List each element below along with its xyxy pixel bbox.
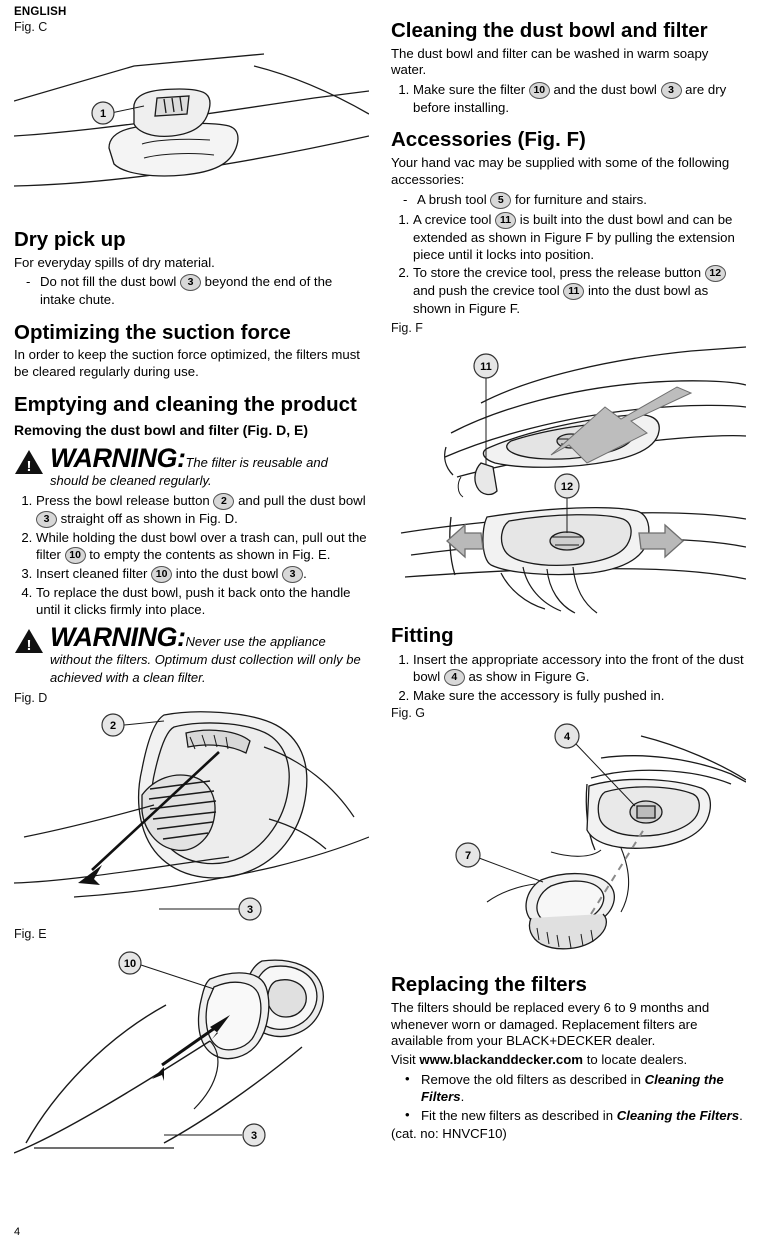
text: Insert cleaned filter bbox=[36, 565, 152, 581]
callout-10-text: 10 bbox=[123, 958, 137, 971]
list-item bbox=[413, 264, 746, 317]
warning-text: The filter is reusable and should be cleaned regularly. bbox=[50, 454, 328, 488]
text: is built into the dust bowl and can be extended as shown in Figure F by pulling the extension piece until it locks into position. bbox=[413, 211, 735, 262]
callout-11-text: 11 bbox=[480, 361, 492, 374]
figure-d-label: Fig. D bbox=[14, 691, 48, 706]
figure-e-label: Fig. E bbox=[14, 927, 47, 942]
list-item bbox=[405, 1071, 746, 1105]
warning-text: Never use the appliance without the filters. Optimum dust collection will only be achieved with a clean filter. bbox=[50, 634, 361, 686]
callout-badge: 4 bbox=[444, 669, 465, 686]
figure-g-label: Fig. G bbox=[391, 706, 426, 721]
text: as show in Figure G. bbox=[464, 668, 590, 684]
heading-replacing-filters: Replacing the filters bbox=[391, 973, 587, 997]
cross-reference: Cleaning the Filters bbox=[421, 1072, 724, 1105]
list-item bbox=[405, 1107, 746, 1124]
list-item bbox=[36, 529, 369, 564]
list-item bbox=[40, 273, 369, 308]
figure-d-drawing bbox=[14, 707, 369, 925]
callout-badge: 10 bbox=[151, 566, 172, 583]
list-item bbox=[417, 191, 746, 209]
text: into the dust bowl as shown in Figure F. bbox=[413, 283, 709, 317]
text: to locate dealers. bbox=[583, 1052, 688, 1068]
figure-g bbox=[391, 722, 746, 972]
callout-badge: 3 bbox=[36, 511, 57, 528]
page-number: 4 bbox=[14, 1226, 21, 1238]
svg-text:!: ! bbox=[26, 637, 32, 655]
callout-badge: 11 bbox=[563, 283, 584, 300]
callout-badge: 3 bbox=[661, 82, 682, 99]
text: . bbox=[739, 1107, 743, 1123]
callout-1-text: 1 bbox=[99, 108, 107, 120]
heading-emptying: Emptying and cleaning the product bbox=[14, 392, 357, 416]
list-item bbox=[413, 687, 746, 704]
figure-c-drawing bbox=[14, 36, 369, 216]
optimizing-text: In order to keep the suction force optimized, the filters must be cleared regularly during use. bbox=[14, 347, 360, 380]
website-link[interactable]: www.blackanddecker.com bbox=[419, 1052, 584, 1068]
list-item bbox=[36, 492, 369, 528]
figure-g-drawing bbox=[391, 722, 746, 972]
text: To store the crevice tool, press the release button bbox=[413, 265, 705, 281]
text: beyond the end of the intake chute. bbox=[40, 274, 333, 308]
text: Visit bbox=[391, 1052, 420, 1068]
callout-7 bbox=[456, 843, 543, 882]
text: are dry before installing. bbox=[413, 82, 727, 116]
figure-f bbox=[391, 337, 746, 617]
accessories-steps bbox=[391, 211, 746, 317]
text: for furniture and stairs. bbox=[511, 191, 647, 207]
callout-badge: 2 bbox=[213, 493, 234, 510]
text: A crevice tool bbox=[413, 211, 496, 227]
callout-badge: 10 bbox=[65, 547, 86, 564]
emptying-steps bbox=[14, 492, 369, 618]
heading-dry-pickup: Dry pick up bbox=[14, 228, 126, 251]
heading-fitting: Fitting bbox=[391, 624, 454, 648]
text: Remove the old filters as described in bbox=[421, 1072, 645, 1088]
catalog-number: (cat. no: HNVCF10) bbox=[391, 1125, 507, 1141]
figure-e bbox=[14, 943, 369, 1158]
callout-3 bbox=[159, 898, 261, 920]
heading-accessories: Accessories (Fig. F) bbox=[391, 128, 586, 152]
warning-block-1 bbox=[14, 442, 369, 490]
dry-pickup-intro: For everyday spills of dry material. bbox=[14, 254, 215, 270]
replacing-text: The filters should be replaced every 6 to 9 months and whenever worn or damaged. Replacement filters are available from your BLACK+DECKER dealer. bbox=[391, 999, 710, 1049]
list-item bbox=[36, 584, 369, 618]
figure-e-drawing bbox=[14, 943, 369, 1158]
left-column bbox=[14, 20, 369, 1158]
cleaning-text: The dust bowl and filter can be washed in warm soapy water. bbox=[391, 45, 709, 78]
warning-triangle-icon bbox=[14, 449, 44, 475]
text: to empty the contents as shown in Fig. E. bbox=[85, 546, 331, 562]
heading-optimizing: Optimizing the suction force bbox=[14, 320, 291, 344]
text: into the dust bowl bbox=[172, 565, 283, 581]
replacing-bullets bbox=[391, 1071, 746, 1123]
figure-c bbox=[14, 36, 369, 216]
warning-block-2 bbox=[14, 624, 369, 687]
warning-word: WARNING: bbox=[50, 442, 186, 473]
callout-10 bbox=[119, 952, 214, 989]
text: While holding the dust bowl over a trash can, pull out the filter bbox=[36, 529, 367, 562]
figure-d bbox=[14, 707, 369, 925]
callout-badge: 3 bbox=[282, 566, 303, 583]
text: . bbox=[303, 565, 307, 581]
callout-12-text: 12 bbox=[560, 481, 574, 494]
figure-f-label: Fig. F bbox=[391, 321, 423, 336]
callout-2-text: 2 bbox=[109, 720, 117, 733]
text: Make sure the accessory is fully pushed in. bbox=[413, 687, 665, 703]
cleaning-steps bbox=[391, 81, 746, 116]
callout-3-lower bbox=[164, 1124, 265, 1146]
accessories-intro: Your hand vac may be supplied with some of the following accessories: bbox=[391, 155, 730, 187]
figure-c-label: Fig. C bbox=[14, 20, 48, 34]
text: . bbox=[460, 1089, 465, 1105]
callout-7-text: 7 bbox=[464, 850, 472, 863]
warning-word: WARNING: bbox=[50, 622, 186, 653]
text: Do not fill the dust bowl bbox=[40, 274, 181, 290]
callout-badge: 3 bbox=[180, 274, 201, 291]
callout-4-text: 4 bbox=[563, 731, 571, 744]
text: To replace the dust bowl, push it back onto the handle until it clicks firmly into place. bbox=[36, 584, 351, 617]
heading-cleaning-bowl: Cleaning the dust bowl and filter bbox=[391, 19, 708, 42]
callout-badge: 5 bbox=[490, 192, 511, 209]
figure-f-drawing bbox=[391, 337, 746, 617]
list-item bbox=[413, 211, 746, 263]
right-column bbox=[391, 20, 746, 1145]
svg-text:!: ! bbox=[26, 457, 32, 475]
list-item bbox=[413, 651, 746, 686]
text: Insert the appropriate accessory into the front of the dust bowl bbox=[413, 651, 744, 684]
accessories-dash-list bbox=[391, 191, 746, 209]
text: Press the bowl release button bbox=[36, 492, 214, 508]
warning-triangle-icon bbox=[14, 628, 44, 654]
two-column-layout bbox=[14, 20, 745, 1158]
callout-badge: 11 bbox=[495, 212, 516, 229]
fitting-steps bbox=[391, 651, 746, 704]
subheading-removing-bowl: Removing the dust bowl and filter (Fig. D, E) bbox=[14, 422, 308, 439]
text: and push the crevice tool bbox=[413, 283, 564, 299]
text: Fit the new filters as described in bbox=[421, 1107, 617, 1123]
language-header: ENGLISH bbox=[14, 6, 67, 18]
text: straight off as shown in Fig. D. bbox=[57, 510, 238, 526]
callout-3-lower-text: 3 bbox=[250, 1130, 258, 1143]
callout-3-text: 3 bbox=[246, 904, 254, 917]
dry-pickup-list bbox=[14, 273, 369, 308]
list-item bbox=[36, 565, 369, 583]
text: A brush tool bbox=[417, 191, 491, 207]
replacing-visit-line bbox=[391, 1052, 746, 1069]
callout-badge: 10 bbox=[529, 82, 550, 99]
cross-reference: Cleaning the Filters bbox=[616, 1107, 740, 1123]
callout-badge: 12 bbox=[705, 265, 726, 282]
text: and the dust bowl bbox=[549, 82, 661, 98]
text: Make sure the filter bbox=[413, 82, 529, 98]
text: and pull the dust bowl bbox=[234, 492, 366, 508]
list-item bbox=[413, 81, 746, 116]
